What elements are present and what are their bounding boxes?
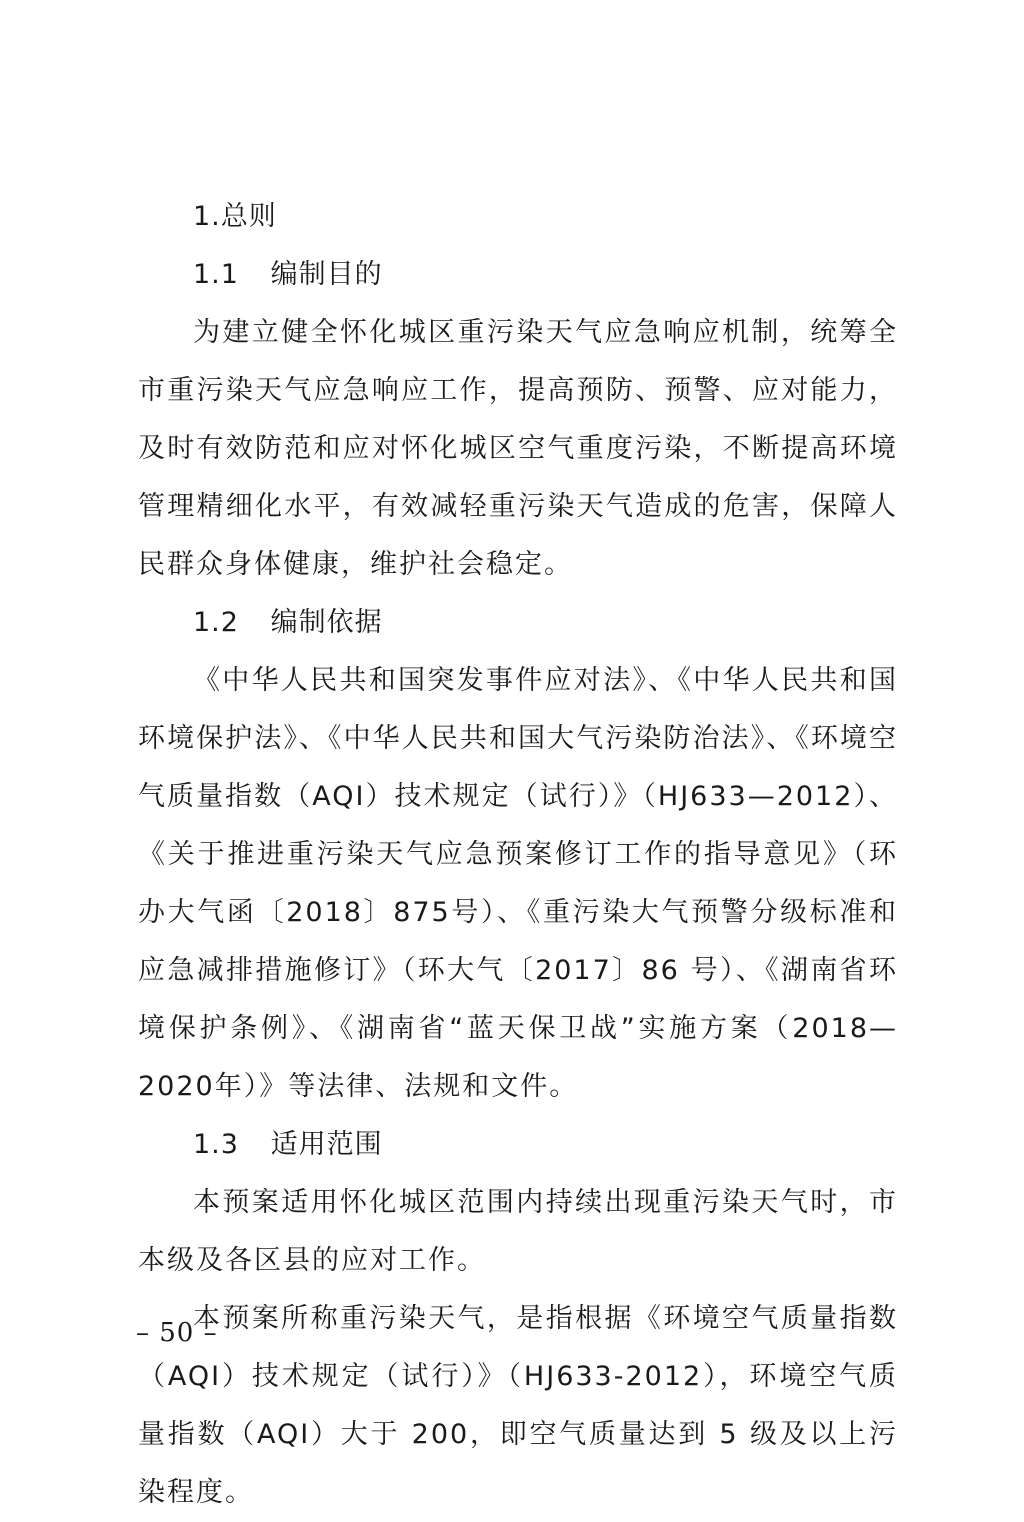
page-number: – 50 – <box>136 1318 218 1348</box>
section-title: 编制依据 <box>270 607 383 638</box>
section-heading-general-text: 1.总则 <box>193 201 277 232</box>
section-heading-scope <box>138 1116 898 1174</box>
section-number: 1.2 <box>193 607 239 638</box>
paragraph-scope-1: 本预案适用怀化城区范围内持续出现重污染天气时，市本级及各区县的应对工作。 <box>138 1187 898 1276</box>
section-heading-basis <box>138 594 898 652</box>
paragraph-basis: 《中华人民共和国突发事件应对法》、《中华人民共和国环境保护法》、《中华人民共和国大气污染防治法》、《环境空气质量指数（AQI）技术规定（试行）》（HJ633—2012）、《关于推进重污染天气应急预案修订工作的指导意见》（环办大气函〔2018〕875号）、《重污染大气预警分级标准和应急减排措施修订》（环大气〔2017〕86 号）、《湖南省环境保护条例》、《湖南省“蓝天保卫战”实施方案（2018—2020年）》等法律、法规和文件。 <box>138 665 898 1102</box>
paragraph-scope-2: 本预案所称重污染天气，是指根据《环境空气质量指数（AQI）技术规定（试行）》（HJ633-2012），环境空气质量指数（AQI）大于 200，即空气质量达到 5 级及以上污染程度。 <box>138 1303 898 1508</box>
section-heading-purpose <box>138 246 898 304</box>
section-title: 适用范围 <box>270 1129 383 1160</box>
section-heading-general <box>138 188 898 246</box>
document-body <box>138 188 898 1522</box>
section-number: 1.3 <box>193 1129 239 1160</box>
paragraph-purpose: 为建立健全怀化城区重污染天气应急响应机制，统筹全市重污染天气应急响应工作，提高预防、预警、应对能力，及时有效防范和应对怀化城区空气重度污染，不断提高环境管理精细化水平，有效减轻重污染天气造成的危害，保障人民群众身体健康，维护社会稳定。 <box>138 317 898 580</box>
section-title: 编制目的 <box>270 259 383 290</box>
section-number: 1.1 <box>193 259 239 290</box>
